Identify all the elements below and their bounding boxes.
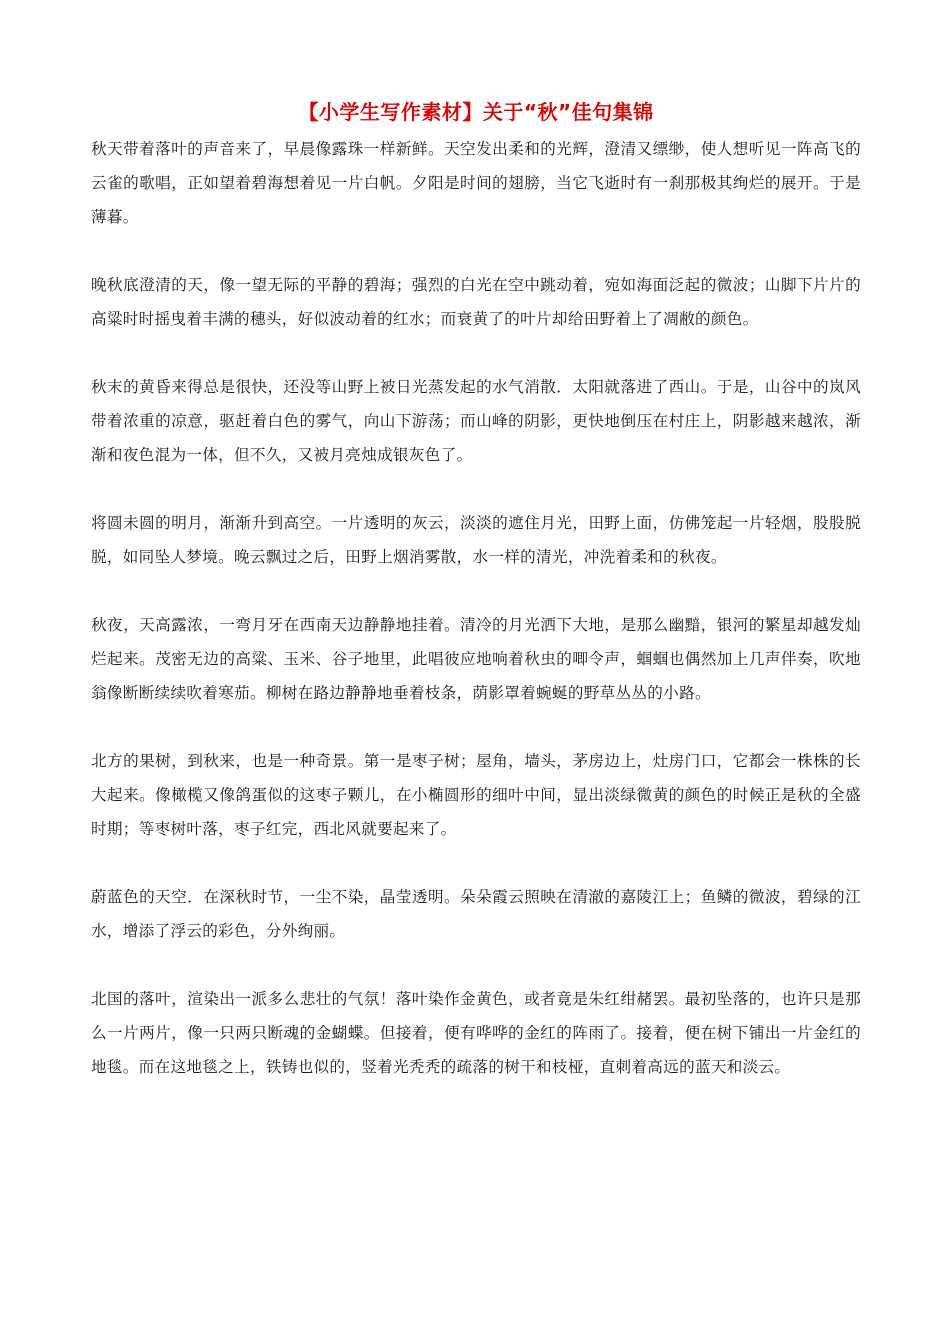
paragraph-fallen-leaves: 北国的落叶，渲染出一派多么悲壮的气氛！落叶染作金黄色，或者竟是朱红绀赭罢。最初坠落的，也许只是那么一片两片，像一只两只断魂的金蝴蝶。但接着，便有哗哗的金红的阵雨了。接着，便在树下铺出一片金红的地毯。而在这地毯之上，铁铸也似的，竖着光秃秃的疏落的树干和枝桠，直刺着高远的蓝天和淡云。: [91, 990, 861, 1076]
paragraph-autumn-night: 秋夜，天高露浓，一弯月牙在西南天边静静地挂着。清冷的月光洒下大地，是那么幽黯，银河的繁星却越发灿烂起来。茂密无边的高粱、玉米、谷子地里，此唱彼应地响着秋虫的唧令声，蝈蝈也偶然加上几声伴奏，吹地翁像断断续续吹着寒茄。柳树在路边静静地垂着枝条，荫影罩着蜿蜒的野草丛丛的小路。: [91, 616, 861, 702]
paragraph-moonlight: 将圆未圆的明月，渐渐升到高空。一片透明的灰云，淡淡的遮住月光，田野上面，仿佛笼起一片轻烟，股股脱脱，如同坠人梦境。晚云飘过之后，田野上烟消雾散，水一样的清光，冲洗着柔和的秋夜。: [91, 514, 861, 566]
document-page: [91, 98, 861, 1118]
paragraph-autumn-dusk: 秋末的黄昏来得总是很快，还没等山野上被日光蒸发起的水气消散．太阳就落进了西山。于是，山谷中的岚风带着浓重的凉意，驱赶着白色的雾气，向山下游荡；而山峰的阴影，更快地倒压在村庄上，阴影越来越浓，渐渐和夜色混为一体，但不久，又被月亮烛成银灰色了。: [91, 378, 861, 464]
paragraph-blue-sky: 蔚蓝色的天空．在深秋时节，一尘不染，晶莹透明。朵朵霞云照映在清澈的嘉陵江上；鱼鳞的微波，碧绿的江水，增添了浮云的彩色，分外绚丽。: [91, 888, 861, 940]
document-title: 【小学生写作素材】关于“秋”佳句集锦: [298, 100, 654, 124]
paragraph-late-autumn-sky: 晚秋底澄清的天，像一望无际的平静的碧海；强烈的白光在空中跳动着，宛如海面泛起的微波；山脚下片片的高粱时时摇曳着丰满的穗头，好似波动着的红水；而衰黄了的叶片却给田野着上了凋敝的颜色。: [91, 276, 861, 328]
paragraph-jujube-trees: 北方的果树，到秋来，也是一种奇景。第一是枣子树；屋角，墙头，茅房边上，灶房门口，它都会一株株的长大起来。像橄榄又像鸽蛋似的这枣子颗儿，在小椭圆形的细叶中间，显出淡绿微黄的颜色的时候正是秋的全盛时期；等枣树叶落，枣子红完，西北风就要起来了。: [91, 752, 861, 838]
paragraph-autumn-morning: 秋天带着落叶的声音来了，早晨像露珠一样新鲜。天空发出柔和的光辉，澄清又缥缈，使人想听见一阵高飞的云雀的歌唱，正如望着碧海想着见一片白帆。夕阳是时间的翅膀，当它飞逝时有一刹那极其绚烂的展开。于是薄暮。: [91, 140, 861, 226]
